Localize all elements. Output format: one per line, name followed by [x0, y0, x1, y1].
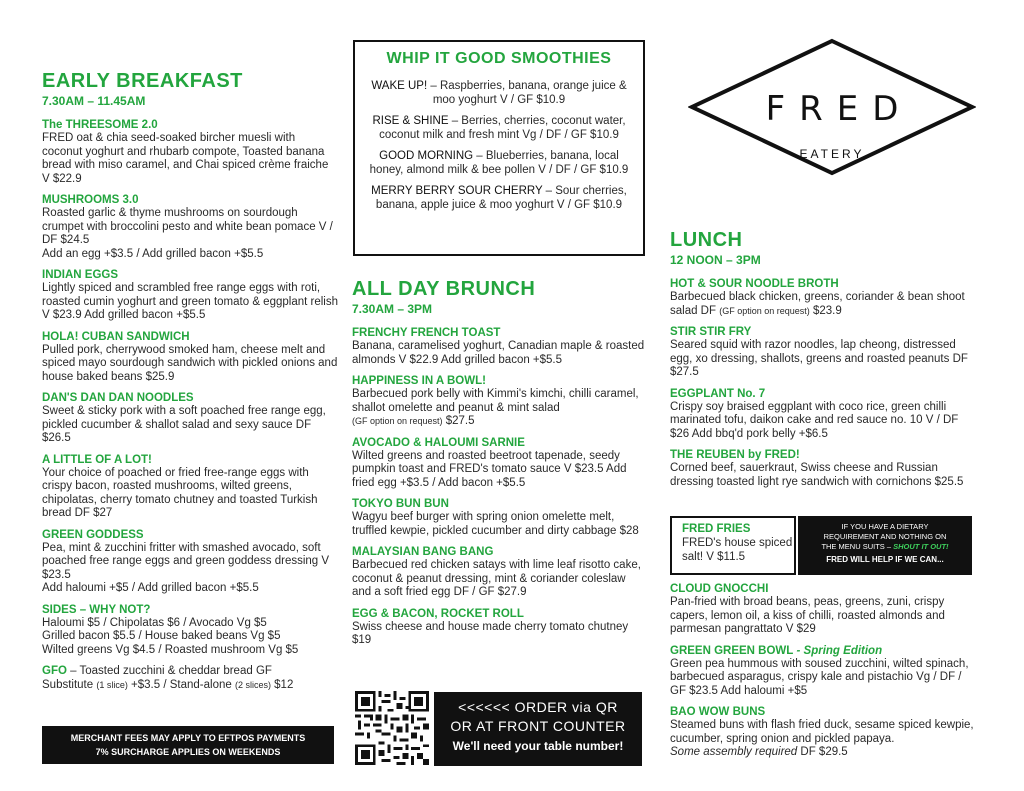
merchant-fees-notice [42, 726, 334, 764]
item-desc: Grilled bacon $5.5 / House baked beans Vg $5 [42, 630, 281, 642]
menu-item [352, 374, 647, 429]
item-price: $12 [270, 678, 294, 691]
item-desc: Lightly spiced and scrambled free range eggs with roti, roasted cumin yoghurt and green tomato & eggplant relish V $23.9 Add grilled bacon +$5.5 [42, 282, 338, 321]
smoothie-item [365, 150, 633, 177]
smoothie-item [365, 80, 633, 107]
item-desc: Green pea hummous with soused zucchini, wilted spinach, barbecued asparagus, crispy kale and pistachio Vg / DF / GF $23.5 Add haloumi +$5 [670, 657, 969, 697]
lunch-title: LUNCH [670, 229, 743, 251]
lunch-time: 12 NOON – 3PM [670, 253, 761, 267]
item-desc: Banana, caramelised yoghurt, Canadian maple & roasted almonds V $22.9 Add grilled bacon +$5.5 [352, 340, 645, 366]
qr-code[interactable] [355, 691, 429, 765]
item-name: CLOUD GNOCCHI [670, 583, 769, 595]
dietary-line-3: THE MENU SUITS – [821, 542, 894, 551]
item-name: MERRY BERRY SOUR CHERRY [371, 185, 543, 197]
item-name: HOT & SOUR NOODLE BROTH [670, 278, 839, 290]
item-desc: FRED's house spiced salt! V $11.5 [682, 537, 793, 563]
item-name: GFO [42, 665, 67, 677]
merchant-line-2: 7% SURCHARGE APPLIES ON WEEKENDS [95, 747, 281, 757]
item-desc: Seared squid with razor noodles, lap cheong, distressed egg, xo dressing, shallots, greens and roasted peanuts DF $27.5 [670, 339, 968, 378]
item-name: INDIAN EGGS [42, 269, 119, 281]
smoothie-item [365, 185, 633, 212]
logo-eatery-text: EATERY [799, 147, 865, 161]
item-desc: Wilted greens Vg $4.5 / Roasted mushroom Vg $5 [42, 643, 299, 656]
menu-item [352, 436, 647, 491]
item-desc: – Toasted zucchini & cheddar bread GF [66, 665, 272, 677]
item-note: (GF option on request) [719, 305, 810, 316]
merchant-line-1: MERCHANT FEES MAY APPLY TO EFTPOS PAYMENTS [70, 733, 306, 743]
item-price: $27.5 [442, 415, 475, 427]
item-note: (2 slices) [234, 679, 271, 690]
all-day-brunch-time: 7.30AM – 3PM [352, 302, 433, 316]
item-addon: Add an egg +$3.5 / Add grilled bacon +$5.5 [42, 247, 264, 260]
item-name: GOOD MORNING [379, 150, 474, 162]
logo-fred-text: FRED [765, 89, 913, 129]
menu-item [352, 607, 647, 648]
all-day-brunch-title: ALL DAY BRUNCH [352, 278, 536, 300]
menu-item-gfo [42, 664, 338, 692]
dietary-shout: SHOUT IT OUT! [893, 542, 949, 551]
item-note: (GF option on request) [352, 416, 443, 426]
item-desc: Corned beef, sauerkraut, Swiss cheese and Russian dressing toasted light rye sandwich with cornichons $25.5 [670, 462, 964, 488]
early-breakfast-section [42, 70, 338, 699]
dietary-line-2: REQUIREMENT AND NOTHING ON [823, 532, 947, 541]
item-name: BAO WOW BUNS [670, 706, 766, 718]
order-line-2: OR AT FRONT COUNTER [450, 718, 626, 734]
item-note: (1 slice) [96, 679, 128, 690]
menu-item [42, 193, 338, 261]
item-addon: Add haloumi +$5 / Add grilled bacon +$5.5 [42, 582, 259, 594]
order-banner [434, 692, 642, 766]
item-name: TOKYO BUN BUN [352, 498, 449, 510]
item-desc: Swiss cheese and house made cherry tomato chutney $19 [352, 620, 629, 646]
menu-item [352, 326, 647, 367]
item-name: WAKE UP! [371, 80, 428, 92]
item-desc: Wagyu beef burger with spring onion omelette melt, truffled kewpie, pickled cucumber and dirty cabbage $28 [352, 511, 639, 537]
item-desc: Crispy soy braised eggplant with coco rice, green chilli marinated tofu, daikon cake and red sauce no. 10 V / DF $26 Add bbq'd pork belly +$6.5 [670, 400, 959, 440]
item-desc: +$3.5 / Stand-alone [127, 678, 235, 691]
menu-item [42, 330, 338, 385]
item-name: GREEN GREEN BOWL [670, 644, 794, 657]
item-desc: Steamed buns with flash fried duck, sesame spiced kewpie, cucumber, spring onion and pickled papaya. [670, 719, 974, 745]
smoothies-title: WHIP IT GOOD SMOOTHIES [386, 50, 612, 67]
early-breakfast-title: EARLY BREAKFAST [42, 70, 243, 92]
item-desc: Pulled pork, cherrywood smoked ham, cheese melt and spiced mayo sourdough sandwich with pickled onions and house baked beans $25.9 [42, 343, 338, 383]
item-tag: - Spring Edition [793, 644, 883, 657]
item-desc: Barbecued pork belly with Kimmi's kimchi, chilli caramel, shallot omelette and peanut & mint salad [352, 388, 639, 414]
menu-item [670, 448, 975, 489]
fred-eatery-logo [688, 37, 976, 177]
item-name: EGGPLANT No. 7 [670, 387, 766, 400]
item-desc: FRED oat & chia seed-soaked bircher muesli with coconut yoghurt and rhubarb compote, Toasted banana bread with miso caramel, and Chai spiced crème fraiche V $22.9 [42, 132, 329, 185]
item-desc: Pan-fried with broad beans, peas, greens, zuni, crispy capers, lemon oil, a kiss of chilli, roasted almonds and parmesan pangrattato V $29 [670, 596, 945, 635]
smoothie-item [365, 115, 633, 142]
item-desc: – Berries, cherries, coconut water, coconut milk and fresh mint Vg / DF / GF $10.9 [379, 115, 626, 141]
menu-item [352, 497, 647, 538]
item-name: RISE & SHINE [372, 115, 449, 127]
item-name: SIDES – WHY NOT? [42, 603, 151, 616]
dietary-line-4: FRED WILL HELP IF WE CAN... [826, 555, 944, 564]
item-name: The THREESOME 2.0 [42, 119, 158, 131]
menu-item [352, 545, 647, 600]
menu-item [670, 582, 975, 637]
item-name: DAN'S DAN DAN NOODLES [42, 392, 194, 404]
lunch-section [670, 229, 975, 496]
item-desc: Wilted greens and roasted beetroot tapenade, seedy pumpkin toast and FRED's tomato sauce V $23.5 Add fried egg +$3.5 / Add bacon +$5.5 [352, 449, 627, 489]
item-name: MUSHROOMS 3.0 [42, 194, 139, 206]
menu-item [670, 325, 975, 380]
early-breakfast-time: 7.30AM – 11.45AM [42, 94, 146, 108]
order-line-1: <<<<<< ORDER via QR [458, 699, 618, 715]
fred-fries-box [670, 516, 796, 575]
item-name: FRENCHY FRENCH TOAST [352, 327, 501, 339]
item-name: A LITTLE OF A LOT! [42, 453, 152, 466]
item-desc: – Raspberries, banana, orange juice & moo yoghurt V / GF $10.9 [427, 80, 627, 106]
dietary-line-1: IF YOU HAVE A DIETARY [841, 522, 929, 531]
item-desc: Roasted garlic & thyme mushrooms on sourdough crumpet with broccolini pesto and white bean pomace V / DF $24.5 [42, 207, 333, 246]
item-name: STIR STIR FRY [670, 326, 752, 338]
menu-item [42, 603, 338, 658]
item-desc: Haloumi $5 / Chipolatas $6 / Avocado Vg $5 [42, 616, 267, 629]
item-price: DF $29.5 [797, 746, 848, 758]
menu-item [42, 453, 338, 521]
item-desc: Your choice of poached or fried free-range eggs with crispy bacon, roasted mushrooms, wilted greens, chipolatas, cherry tomato chutney and toasted Turkish bread DF $27 [42, 466, 318, 519]
smoothies-box [353, 40, 645, 256]
menu-item [42, 268, 338, 323]
item-desc: – Blueberries, banana, local honey, almond milk & bee pollen V / DF / GF $10.9 [369, 150, 629, 176]
item-desc: – Sour cherries, banana, apple juice & moo yoghurt V / GF $10.9 [375, 185, 627, 211]
menu-item [42, 528, 338, 596]
item-name: GREEN GODDESS [42, 528, 144, 541]
item-name: THE REUBEN by FRED! [670, 449, 800, 461]
all-day-brunch-section [352, 278, 647, 655]
item-desc: Barbecued red chicken satays with lime leaf risotto cake, coconut & peanut dressing, mint & coriander coleslaw and a soft fried egg DF / GF $27.9 [352, 559, 641, 598]
item-name: AVOCADO & HALOUMI SARNIE [352, 436, 525, 449]
lunch-section-continued [670, 582, 975, 767]
menu-item [42, 391, 338, 446]
menu-item [670, 644, 975, 699]
item-desc: Barbecued black chicken, greens, coriander & bean shoot salad DF [670, 291, 965, 317]
item-name: EGG & BACON, ROCKET ROLL [352, 607, 524, 620]
menu-item [670, 277, 975, 318]
item-desc: Substitute [42, 678, 97, 691]
item-name: FRED FRIES [682, 523, 751, 535]
order-line-3: We'll need your table number! [452, 739, 624, 753]
menu-item [42, 118, 338, 186]
item-desc: Sweet & sticky pork with a soft poached free range egg, pickled cucumber & shallot salad and sexy sauce DF $26.5 [42, 405, 326, 444]
item-name: HAPPINESS IN A BOWL! [352, 375, 486, 387]
item-name: MALAYSIAN BANG BANG [352, 546, 494, 558]
item-desc: Pea, mint & zucchini fritter with smashed avocado, soft poached free range eggs and green goddess dressing V $23.5 [42, 541, 330, 581]
item-price: $23.9 [809, 304, 842, 317]
menu-item [670, 705, 975, 760]
dietary-notice [798, 516, 972, 575]
menu-item [670, 387, 975, 442]
item-note: Some assembly required [670, 746, 798, 758]
item-name: HOLA! CUBAN SANDWICH [42, 330, 190, 343]
